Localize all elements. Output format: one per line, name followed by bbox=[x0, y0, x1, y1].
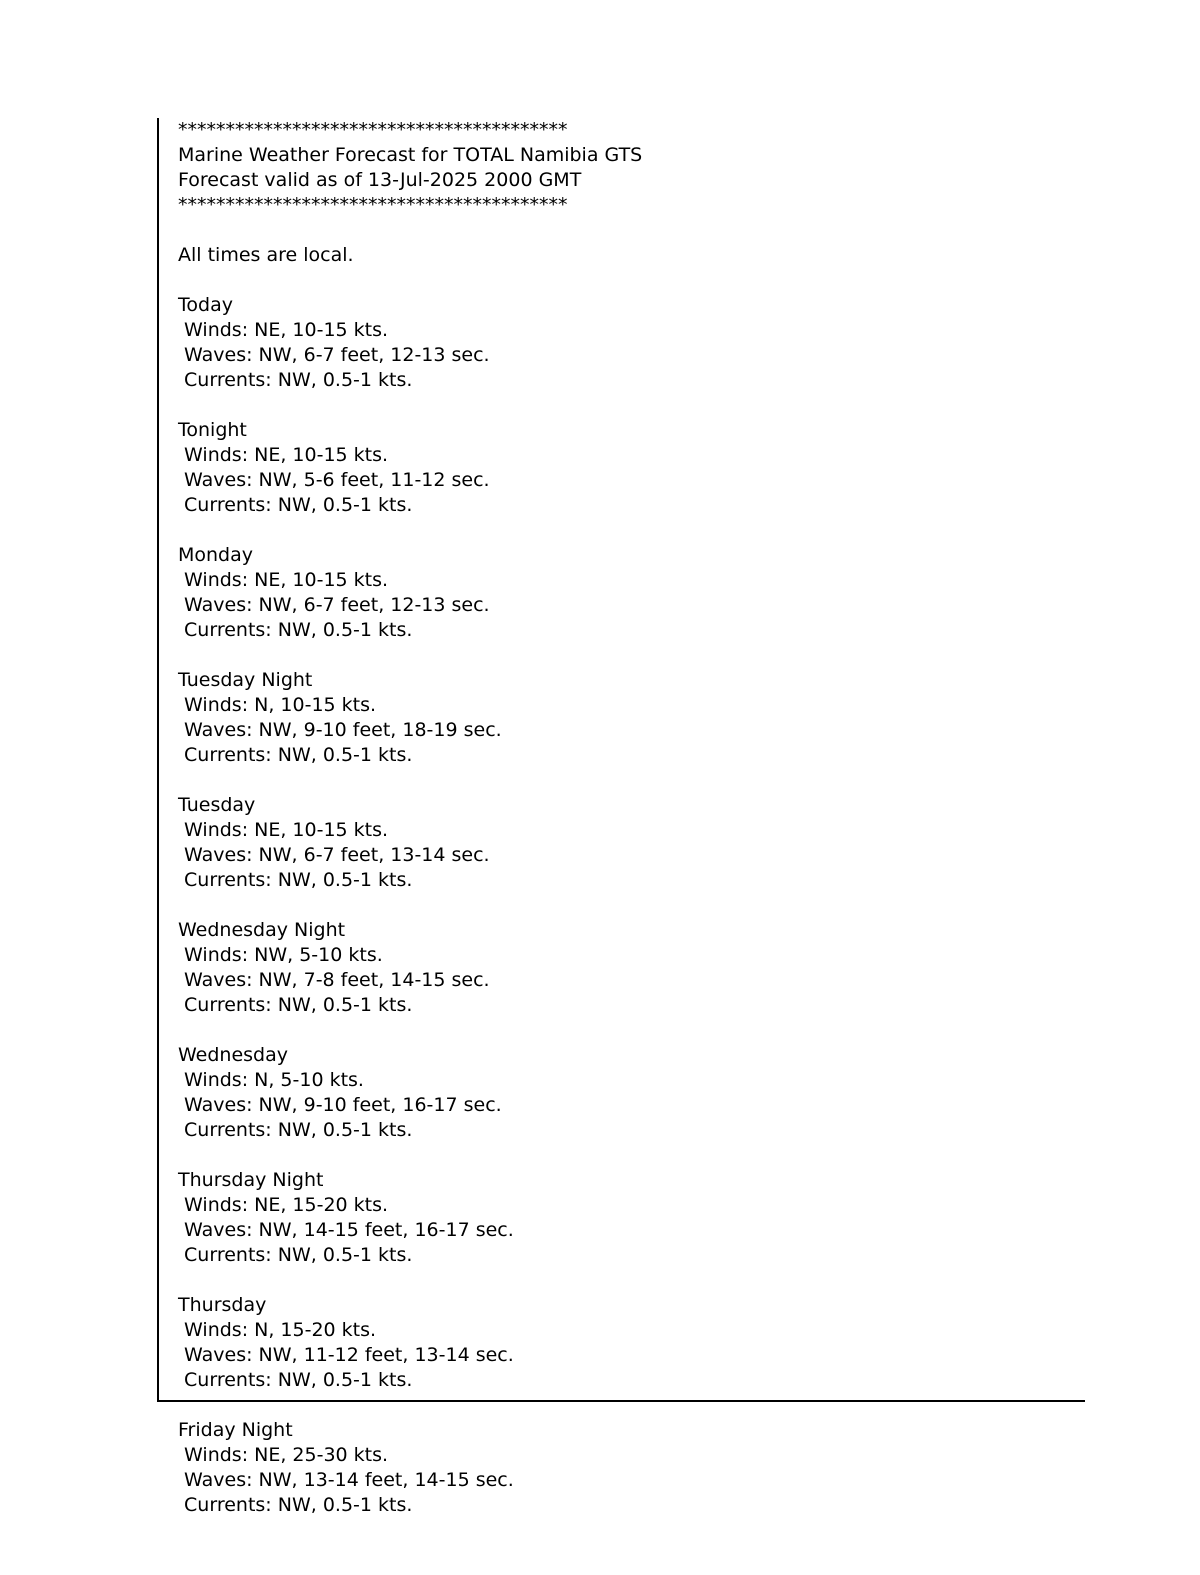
section-winds-line: Winds: NE, 25-30 kts. bbox=[178, 1444, 389, 1466]
forecast-section-tonight bbox=[178, 418, 1085, 518]
forecast-section-thursday bbox=[178, 1293, 1085, 1393]
section-currents-line: Currents: NW, 0.5-1 kts. bbox=[178, 869, 413, 891]
forecast-section-today bbox=[178, 293, 1085, 393]
section-winds-line: Winds: N, 15-20 kts. bbox=[178, 1319, 377, 1341]
forecast-section-thursday-night bbox=[178, 1168, 1085, 1268]
section-period: Monday bbox=[178, 544, 254, 566]
section-period: Tonight bbox=[178, 419, 247, 441]
forecast-section-friday-night bbox=[178, 1418, 514, 1518]
section-currents-line: Currents: NW, 0.5-1 kts. bbox=[178, 994, 413, 1016]
section-waves-line: Waves: NW, 6-7 feet, 12-13 sec. bbox=[178, 594, 490, 616]
divider-top: ***************************************** bbox=[178, 119, 568, 141]
section-currents-line: Currents: NW, 0.5-1 kts. bbox=[178, 1244, 413, 1266]
section-winds-line: Winds: N, 5-10 kts. bbox=[178, 1069, 364, 1091]
section-waves-line: Waves: NW, 6-7 feet, 13-14 sec. bbox=[178, 844, 490, 866]
section-waves-line: Waves: NW, 11-12 feet, 13-14 sec. bbox=[178, 1344, 514, 1366]
forecast-overflow bbox=[178, 1418, 514, 1518]
forecast-title: Marine Weather Forecast for TOTAL Namibia GTS bbox=[178, 144, 643, 166]
section-waves-line: Waves: NW, 7-8 feet, 14-15 sec. bbox=[178, 969, 490, 991]
section-currents-line: Currents: NW, 0.5-1 kts. bbox=[178, 1119, 413, 1141]
forecast-section-wednesday bbox=[178, 1043, 1085, 1143]
section-waves-line: Waves: NW, 5-6 feet, 11-12 sec. bbox=[178, 469, 490, 491]
times-note: All times are local. bbox=[178, 244, 354, 266]
section-period: Wednesday Night bbox=[178, 919, 346, 941]
section-waves-line: Waves: NW, 9-10 feet, 18-19 sec. bbox=[178, 719, 502, 741]
section-waves-line: Waves: NW, 6-7 feet, 12-13 sec. bbox=[178, 344, 490, 366]
section-period: Tuesday Night bbox=[178, 669, 313, 691]
section-winds-line: Winds: NE, 15-20 kts. bbox=[178, 1194, 389, 1216]
section-period: Today bbox=[178, 294, 233, 316]
section-period: Thursday bbox=[178, 1294, 267, 1316]
section-period: Tuesday bbox=[178, 794, 256, 816]
forecast-box bbox=[157, 118, 1085, 1402]
section-currents-line: Currents: NW, 0.5-1 kts. bbox=[178, 619, 413, 641]
section-winds-line: Winds: NW, 5-10 kts. bbox=[178, 944, 383, 966]
forecast-valid-line: Forecast valid as of 13-Jul-2025 2000 GMT bbox=[178, 169, 582, 191]
section-currents-line: Currents: NW, 0.5-1 kts. bbox=[178, 1369, 413, 1391]
section-waves-line: Waves: NW, 9-10 feet, 16-17 sec. bbox=[178, 1094, 502, 1116]
section-waves-line: Waves: NW, 14-15 feet, 16-17 sec. bbox=[178, 1219, 514, 1241]
section-currents-line: Currents: NW, 0.5-1 kts. bbox=[178, 1494, 413, 1516]
section-currents-line: Currents: NW, 0.5-1 kts. bbox=[178, 744, 413, 766]
section-winds-line: Winds: N, 10-15 kts. bbox=[178, 694, 377, 716]
forecast-section-wednesday-night bbox=[178, 918, 1085, 1018]
section-period: Friday Night bbox=[178, 1419, 293, 1441]
section-winds-line: Winds: NE, 10-15 kts. bbox=[178, 819, 389, 841]
forecast-section-tuesday bbox=[178, 793, 1085, 893]
section-currents-line: Currents: NW, 0.5-1 kts. bbox=[178, 494, 413, 516]
section-waves-line: Waves: NW, 13-14 feet, 14-15 sec. bbox=[178, 1469, 514, 1491]
forecast-section-monday bbox=[178, 543, 1085, 643]
section-winds-line: Winds: NE, 10-15 kts. bbox=[178, 569, 389, 591]
forecast-section-tuesday-night bbox=[178, 668, 1085, 768]
section-winds-line: Winds: NE, 10-15 kts. bbox=[178, 444, 389, 466]
section-period: Wednesday bbox=[178, 1044, 289, 1066]
divider-bottom: ***************************************** bbox=[178, 194, 568, 216]
section-currents-line: Currents: NW, 0.5-1 kts. bbox=[178, 369, 413, 391]
section-period: Thursday Night bbox=[178, 1169, 324, 1191]
section-winds-line: Winds: NE, 10-15 kts. bbox=[178, 319, 389, 341]
